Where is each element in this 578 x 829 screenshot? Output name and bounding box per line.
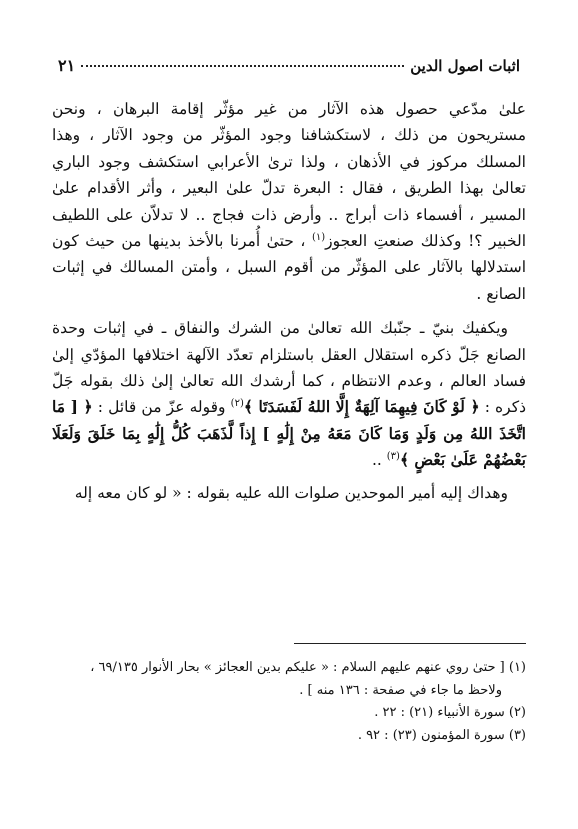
footnote-ref-3: (٣) xyxy=(386,451,400,463)
quran-verse-1: ﴿ لَوْ كَانَ فِيهِمَا آلِهَةٌ إِلَّا اللهُ لَفَسَدَتَا ﴾ xyxy=(243,397,480,417)
footnote-1-continued: ولاحظ ما جاء في صفحة : ١٣٦ منه ] . xyxy=(299,682,502,698)
quran-verse-2: ﴿ [ مَا اتَّخَذَ اللهُ مِن وَلَدٍ وَمَا كَانَ مَعَهُ مِنْ إِلَٰهٍ ] إِذاً لَّذَهَبَ كُلُّ إِلَٰهٍ بِمَا خَلَقَ وَلَعَلَا بَعْضُهُمْ عَلَىٰ بَعْضٍ ﴾ xyxy=(52,397,526,470)
footnote-3: (٣) سورة المؤمنون (٢٣) : ٩٢ . xyxy=(357,727,526,743)
footnote-2: (٢) سورة الأنبياء (٢١) : ٢٢ . xyxy=(374,705,526,720)
paragraph-1-text: علىٰ مدّعي حصول هذه الآثار من غير مؤثّر إقامة البرهان ، ونحن مستريحون من ذلك ، لاستكشافنا وجود المؤثّر من وجود الآثار ، وهذا المسلك مركوز في الأذهان ، ولذا ترىٰ الأعرابي استكشف وجود الباري تعالىٰ بهذا الطريق ، فقال : البعرة تدلّ علىٰ البعير ، وأثر الأقدام علىٰ المسير ، أفسماء ذات أبراج .. وأرض ذات فجاج .. لا تدلاّن على اللطيف الخبير ؟! وكذلك صنعتِ العجوز xyxy=(52,100,526,251)
footnote-separator xyxy=(294,643,526,644)
header-dot-leader xyxy=(81,65,404,67)
footnotes xyxy=(52,657,526,747)
paragraph-3: وهداك إليه أمير الموحدين صلوات الله عليه بقوله : « لو كان معه إله xyxy=(74,483,508,502)
main-text xyxy=(52,96,526,506)
paragraph-2 xyxy=(52,315,526,473)
footnote-1: (١) [ حتىٰ روي عنهم عليهم السلام : « عليكم بدين العجائز » بحار الأنوار ٦٩/١٣٥ ، xyxy=(90,660,526,675)
header-title: اثبات اصول الدين xyxy=(410,57,520,75)
paragraph-2-intro: ويكفيك بنيّ ـ جنّبك الله تعالىٰ من الشرك والنفاق ـ في إثبات وحدة الصانع جَلّ ذكره استقلال العقل باستلزام تعدّد الآلهة اختلافها المؤدّي إلىٰ فساد العالم ، وعدم الانتظام ، كما أرشدك الله تعالىٰ إلىٰ ذلك بقوله جَلّ ذكره : xyxy=(52,319,527,417)
running-header xyxy=(58,56,520,80)
footnote-ref-1: (١) xyxy=(311,231,326,243)
paragraph-2-end: .. xyxy=(371,451,387,470)
page-number: ٢١ xyxy=(58,56,76,75)
footnote-ref-2: (٢) xyxy=(230,398,244,410)
paragraph-1 xyxy=(52,96,526,307)
paragraph-1-tail: ، حتىٰ أُمرنا بالأخذ بدينها من حيث كون استدلالها بالآثار على المؤثّر من أقوم السبل ، وأمتن المسالك في إثبات الصانع . xyxy=(52,232,526,303)
paragraph-2-mid: وقوله عزّ من قائل : xyxy=(92,398,231,417)
